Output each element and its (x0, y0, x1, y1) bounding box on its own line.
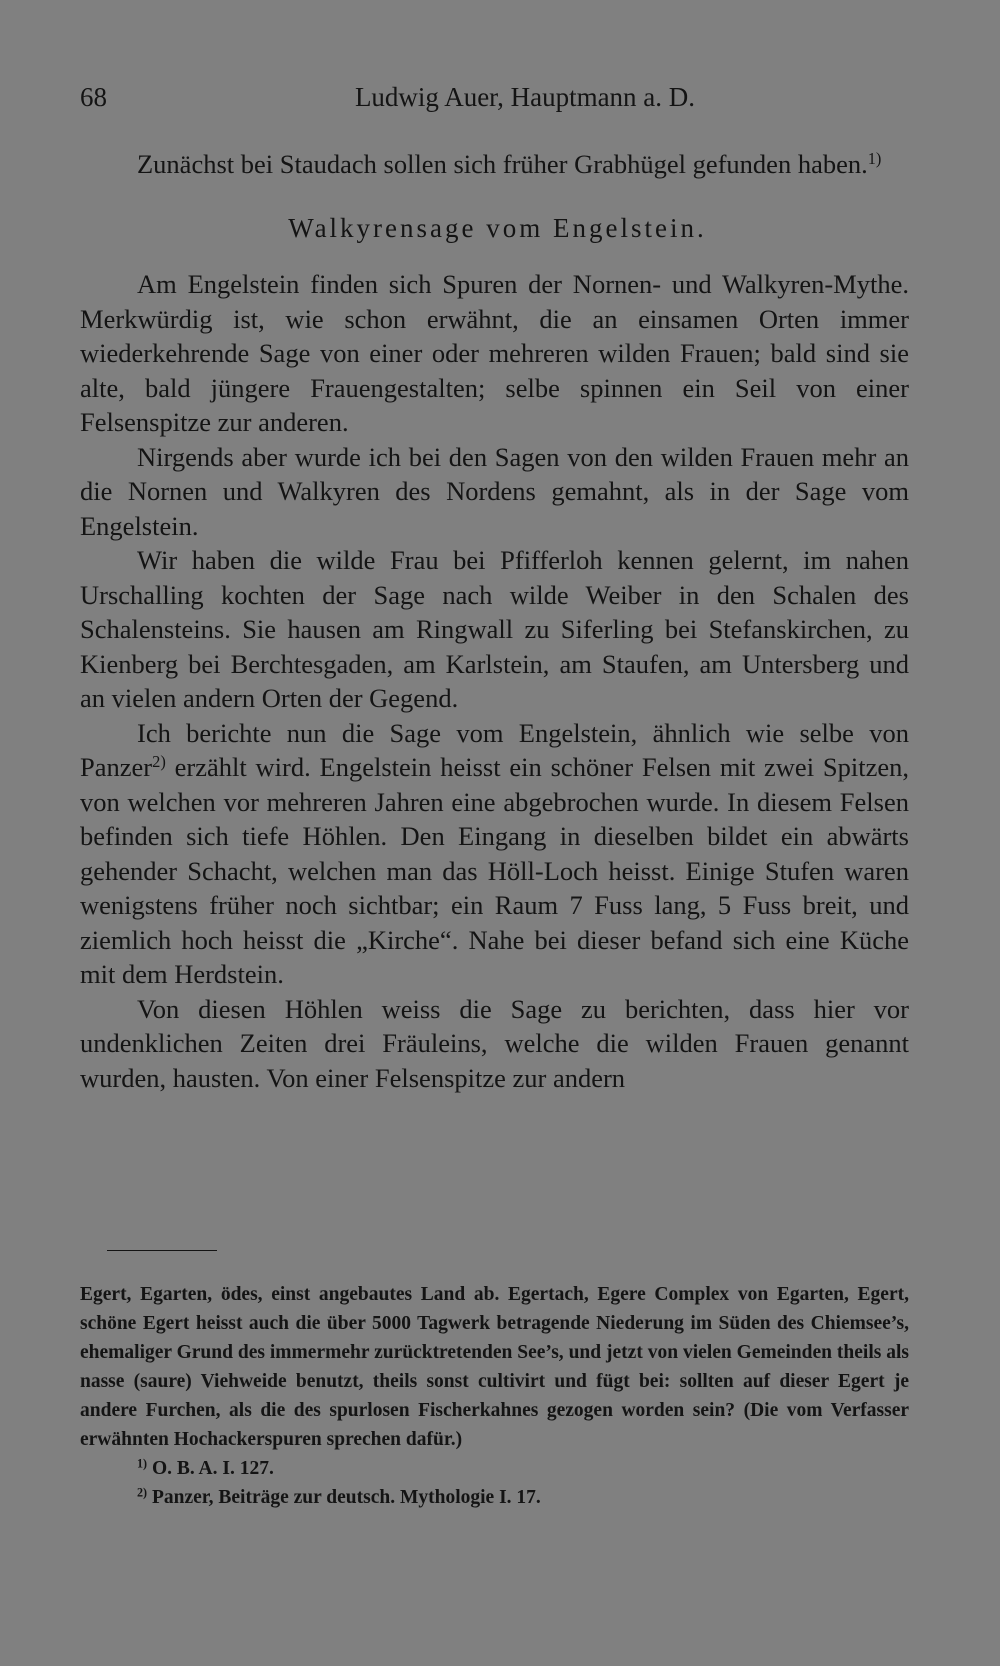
paragraph-5: Von diesen Höhlen weiss die Sage zu berichten, dass hier vor undenklichen Zeiten drei Fräuleins, welche die wilden Frauen genannt wurden, hausten. Von einer Felsenspitze zur andern (80, 993, 909, 1093)
paragraph-2: Nirgends aber wurde ich bei den Sagen von den wilden Frauen mehr an die Nornen und Walkyren des Nordens gemahnt, als in der Sage vom Engelstein. (80, 441, 909, 541)
page-header (80, 82, 910, 118)
paragraph-4-text-a: Ich berichte nun die Sage vom Engelstein, ähnlich wie selbe von Panzer (80, 717, 909, 782)
section-heading: Walkyrensage vom Engelstein. (288, 212, 707, 243)
paragraph-4 (80, 716, 909, 992)
footnote-1-mark: 1) (137, 1456, 148, 1471)
paragraph-intro (80, 147, 909, 182)
footnote-1-text: O. B. A. I. 127. (147, 1458, 274, 1479)
paragraph-3: Wir haben die wilde Frau bei Pfifferloh kennen gelernt, im nahen Urschalling kochten der Sage nach wilde Weiber in den Schalen des Schalensteins. Sie hausen am Ringwall zu Siferling bei Stefanskirchen, zu Kienberg bei Berchtesgaden, am Karlstein, am Staufen, am Untersberg und an vielen andern Orten der Gegend. (80, 545, 909, 713)
footnote-continued: Egert, Egarten, ödes, einst angebautes Land ab. Egertach, Egere Complex von Egarten, Egert, schöne Egert heisst auch die über 5000 Tagwerk betragende Niederung im Süden des Chiemsee’s, ehemaliger Grund des immermehr zurücktretenden See’s, und jetzt von vielen Gemeinden theils als nasse (saure) Viehweide benutzt, theils sonst cultivirt und fügt bei: sollten auf dieser Egert je andere Furchen, als die des spurlosen Fischerkahnes gezogen worden sein? (Die vom Verfasser erwähnten Hochackerspuren sprechen dafür.) (80, 1284, 909, 1450)
paragraph-1: Am Engelstein finden sich Spuren der Nornen- und Walkyren-Mythe. Merkwürdig ist, wie schon erwähnt, die an einsamen Orten immer wiederkehrende Sage von einer oder mehreren wilden Frauen; bald sind sie alte, bald jüngere Frauengestalten; selbe spinnen ein Seil von einer Felsenspitze zur anderen. (80, 269, 909, 437)
page-number: 68 (80, 82, 107, 112)
main-text (80, 147, 909, 1095)
footnote-2-text: Panzer, Beiträge zur deutsch. Mythologie I. 17. (147, 1487, 541, 1508)
paragraph-4-text-b: erzählt wird. Engelstein heisst ein schöner Felsen mit zwei Spitzen, von welchen vor mehreren Jahren eine abgebrochen wurde. In diesem Felsen befinden sich tiefe Höhlen. Den Eingang in dieselben bildet ein abwärts gehender Schacht, welchen man das Höll-Loch heisst. Einige Stufen waren wenigstens früher noch sichtbar; ein Raum 7 Fuss lang, 5 Fuss breit, und ziemlich hoch heisst die „Kirche“. Nahe bei dieser befand sich eine Küche mit dem Herdstein. (80, 752, 909, 989)
footnote-ref-1: 1) (867, 148, 882, 168)
footnote-ref-2: 2) (152, 751, 166, 771)
footnote-1 (80, 1454, 909, 1483)
paragraph-intro-text: Zunächst bei Staudach sollen sich früher Grabhügel gefunden haben. (137, 149, 868, 179)
footnotes (80, 1280, 909, 1512)
footnote-2-mark: 2) (137, 1485, 148, 1500)
running-head: Ludwig Auer, Hauptmann a. D. (354, 82, 696, 112)
footnote-2 (80, 1483, 909, 1512)
footnote-divider (107, 1250, 217, 1251)
